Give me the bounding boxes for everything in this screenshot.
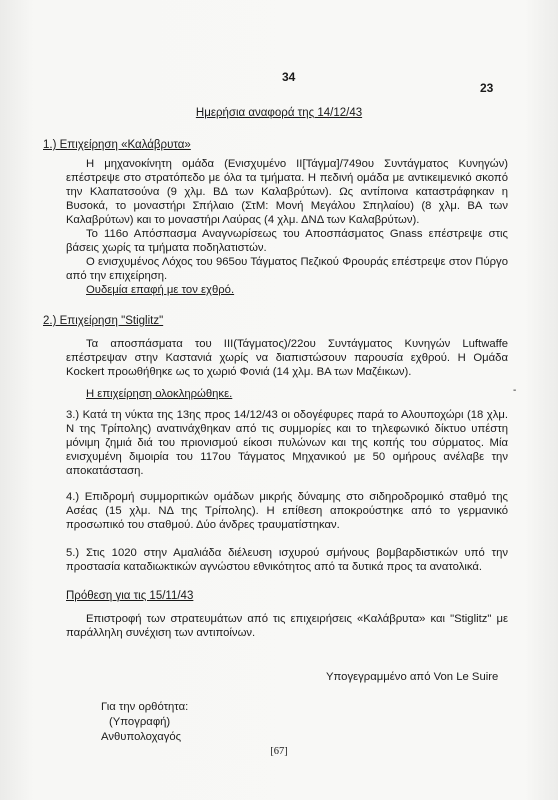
report-title: Ημερήσια αναφορά της 14/12/43 bbox=[195, 107, 363, 119]
section1-paragraph-3: Ο ενισχυμένος Λόχος του 965ου Τάγματος Πεζικού Φρουράς επέστρεψε στον Πύργο από την επιχείρηση. bbox=[66, 256, 508, 282]
section1-paragraph-1: Η μηχανοκίνητη ομάδα (Ενισχυμένο ΙΙ[Τάγμα]/749ου Συντάγματος Κυνηγών) επέστρεψε στο στρατόπεδο με όλα τα τμήματα. Η πεδινή ομάδα με αντικειμενικό σκοπό την Κλαπατσούνα (9 χλμ. ΒΔ των Καλαβρύτων). Ως αντίποινα καταστράφηκαν η Βυσοκά, το μοναστήρι Σπήλαιο (ΣτΜ: Μονή Μεγάλου Σπηλαίου) (8 χλμ. ΒΑ των Καλαβρύτων) και το μοναστήρι Λαύρας (4 χλμ. ΔΝΔ των Καλαβρύτων). bbox=[66, 158, 508, 226]
intention-heading: Πρόθεση για τις 15/11/43 bbox=[66, 590, 194, 602]
certify-label: Για την ορθότητα: bbox=[101, 701, 189, 713]
page-number-right: 23 bbox=[480, 81, 494, 95]
section2-heading: 2.) Επιχείρηση "Stiglitz" bbox=[43, 315, 164, 327]
section3-paragraph: 3.) Κατά τη νύκτα της 13ης προς 14/12/43 οι οδογέφυρες παρά το Αλουποχώρι (18 χλμ. Ν της Τρίπολης) ανατινάχθηκαν από τις συμμορίες και το τηλεφωνικό δίκτυο υπέστη μόνιμη ζημιά διά του πριονισμού είκοσι πυλώνων και της κοπής του σύρματος. Μία ενισχυμένη διμοιρία του 117ου Τάγματος Μηχανικού με 50 ομήρους ανέλαβε την αποκατάσταση. bbox=[66, 409, 508, 477]
signed-by: Υπογεγραμμένο από Von Le Suire bbox=[326, 671, 499, 683]
section2-paragraph: Τα αποσπάσματα του ΙΙΙ(Τάγματος)/22ου Συντάγματος Κυνηγών Luftwaffe επέστρεψαν στην Καστανιά χωρίς να διαπιστώσουν παρουσία εχθρού. Η Ομάδα Kockert προωθήθηκε ως το χωριό Φονιά (14 χλμ. ΒΑ των Μαζέικων). bbox=[66, 338, 508, 378]
signature-label: (Υπογραφή) bbox=[109, 716, 171, 728]
archive-page-number: [67] bbox=[270, 746, 288, 757]
signatory-rank: Ανθυπολοχαγός bbox=[101, 731, 182, 743]
section2-note: Η επιχείρηση ολοκληρώθηκε. bbox=[86, 388, 233, 400]
section1-note: Ουδεμία επαφή με τον εχθρό. bbox=[86, 284, 235, 296]
section1-paragraph-2: Το 116ο Απόσπασμα Αναγνωρίσεως του Αποσπάσματος Gnass επέστρεψε στις βάσεις χωρίς τα τμήματα ποδηλατιστών. bbox=[66, 228, 508, 254]
section4-paragraph: 4.) Επιδρομή συμμοριτικών ομάδων μικρής δύναμης στο σιδηροδρομικό σταθμό της Ασέας (15 χλμ. ΝΔ της Τρίπολης). Η επίθεση αποκρούστηκε από το γερμανικό προσωπικό του σταθμού. Δύο άνδρες τραυματίστηκαν. bbox=[66, 491, 508, 531]
intention-paragraph: Επιστροφή των στρατευμάτων από τις επιχειρήσεις «Καλάβρυτα» και "Stiglitz" με παράλληλη συνέχιση των αντιποίνων. bbox=[66, 613, 508, 639]
section1-heading: 1.) Επιχείρηση «Καλάβρυτα» bbox=[43, 139, 191, 151]
page-number: 34 bbox=[282, 70, 296, 84]
section5-paragraph: 5.) Στις 1020 στην Αμαλιάδα διέλευση ισχυρού σμήνους βομβαρδιστικών υπό την προστασία καταδιωκτικών αγνώστου εθνικότητος από τα δυτικά προς τα ανατολικά. bbox=[66, 547, 508, 573]
margin-mark: - bbox=[513, 385, 517, 396]
